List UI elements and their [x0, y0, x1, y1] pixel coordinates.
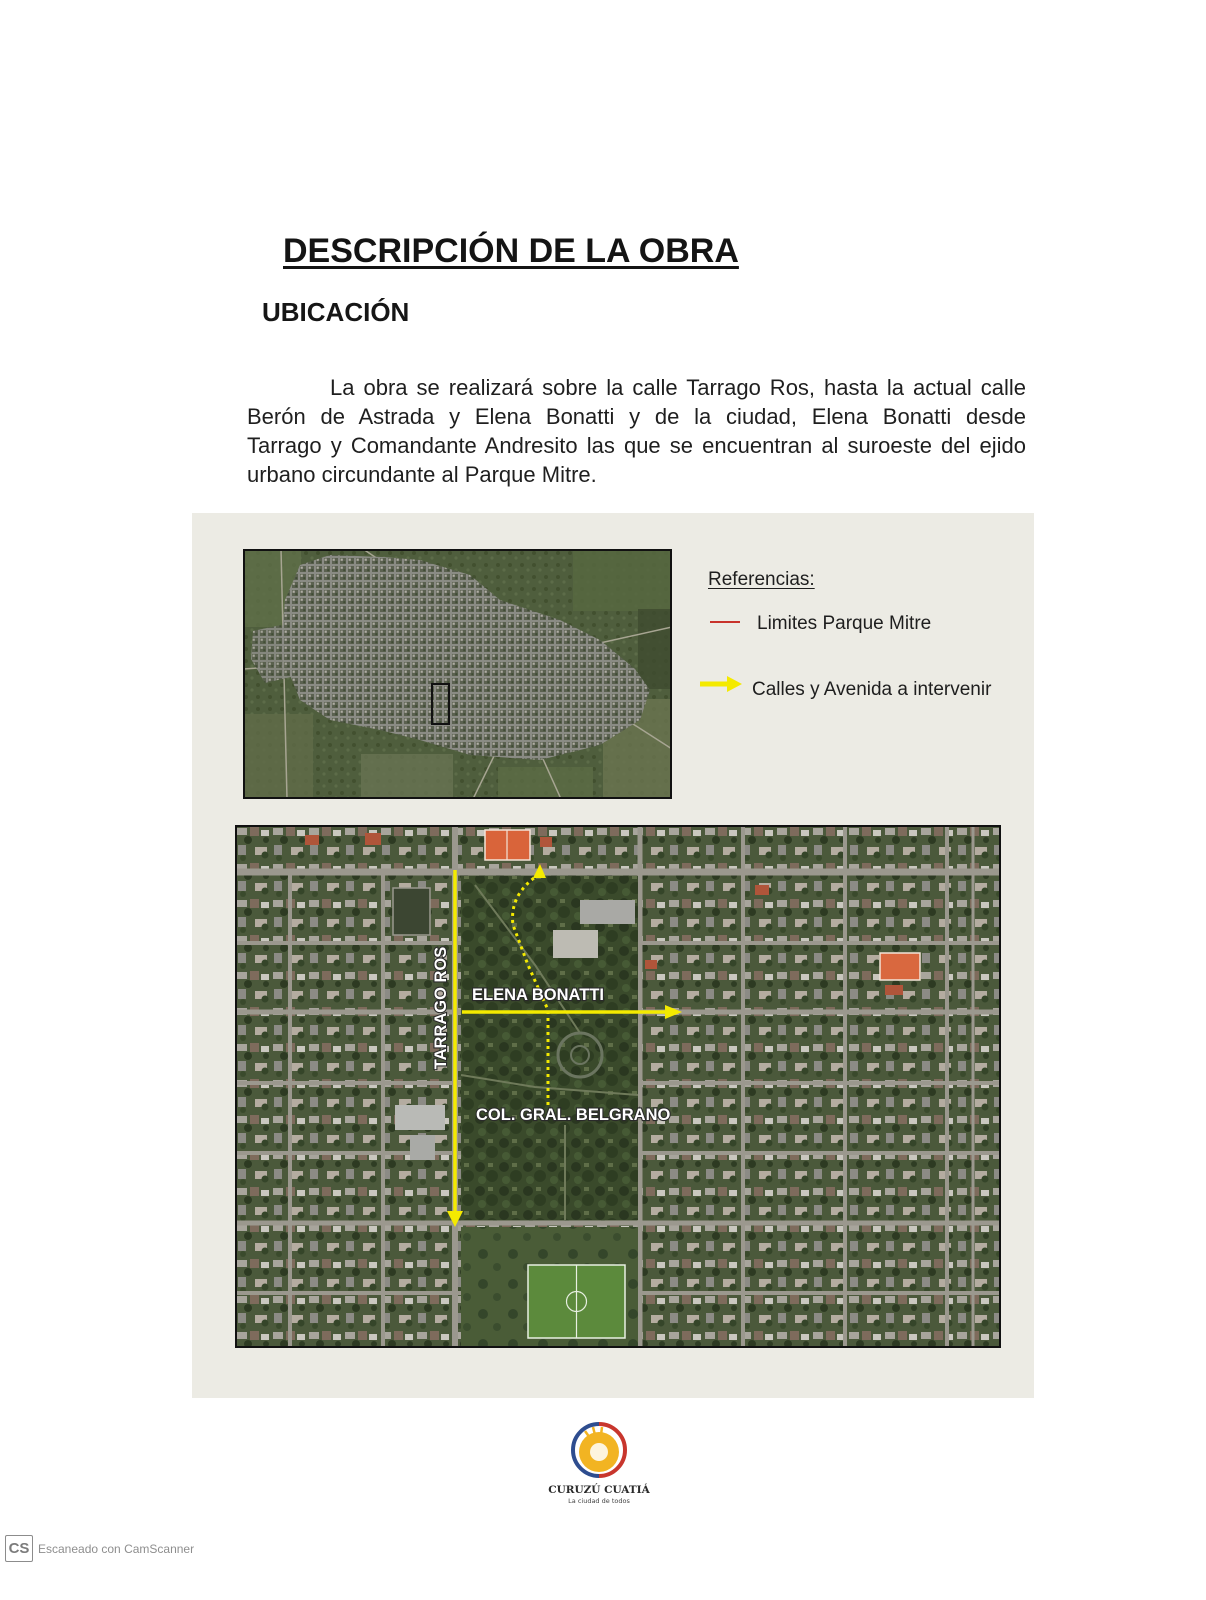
paragraph-line: Tarrago y Comandante Andresito las que se encuentran al suroeste del ejido — [247, 433, 1026, 458]
camscanner-badge: CS — [5, 1535, 33, 1562]
gymnasium-building — [395, 1105, 445, 1130]
fenced-lot — [393, 888, 430, 935]
school-building — [553, 930, 598, 958]
logo-tagline: La ciudad de todos — [568, 1497, 630, 1505]
legend-label-parque-mitre: Limites Parque Mitre — [757, 613, 932, 634]
label-elena-bonatti: ELENA BONATTI — [472, 986, 604, 1004]
small-building — [410, 1135, 435, 1160]
document-title: DESCRIPCIÓN DE LA OBRA — [283, 232, 739, 270]
legend-heading: Referencias: — [708, 569, 815, 590]
legend-red-line-symbol — [708, 615, 744, 629]
football-field — [528, 1265, 625, 1338]
location-paragraph — [247, 373, 1026, 489]
section-heading: UBICACIÓN — [262, 297, 410, 327]
tennis-court-east — [880, 953, 920, 980]
paragraph-line: urbano circundante al Parque Mitre. — [247, 462, 597, 487]
legend-yellow-arrow-symbol — [698, 673, 744, 695]
camscanner-watermark-text: Escaneado con CamScanner — [38, 1542, 195, 1556]
municipal-logo-emblem — [569, 1419, 629, 1481]
label-col-gral-belgrano: COL. GRAL. BELGRANO — [476, 1106, 671, 1124]
logo-name: CURUZÚ CUATIÁ — [548, 1484, 650, 1496]
detail-satellite-map — [235, 825, 1001, 1348]
school-building-annex — [580, 900, 635, 924]
paragraph-line: La obra se realizará sobre la calle Tarrago Ros, hasta la actual calle — [330, 375, 1026, 400]
legend-label-streets: Calles y Avenida a intervenir — [752, 679, 992, 700]
overview-satellite-map — [243, 549, 672, 799]
label-tarrago-ros: TARRAGO ROS — [432, 946, 450, 1070]
paragraph-line: Berón de Astrada y Elena Bonatti y de la ciudad, Elena Bonatti desde — [247, 404, 1026, 429]
